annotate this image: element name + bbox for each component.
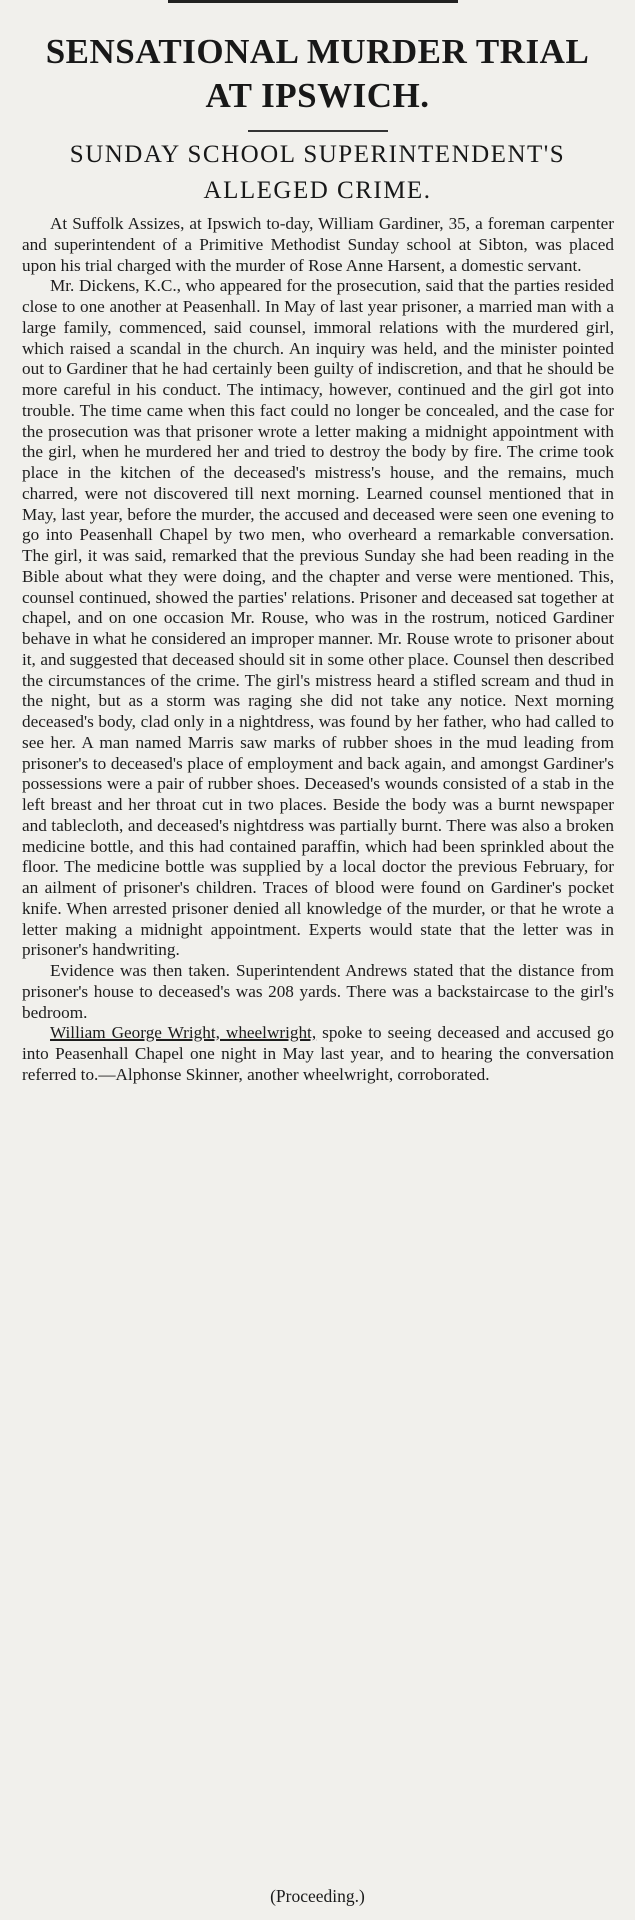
subheadline-line-1: SUNDAY SCHOOL SUPERINTENDENT'S xyxy=(69,141,566,168)
article-body xyxy=(22,214,614,1086)
witness-name: William George Wright, wheelwright, xyxy=(50,1023,317,1043)
headline-line-2: AT IPSWICH. xyxy=(205,76,430,115)
article-paragraph-2: Mr. Dickens, K.C., who appeared for the prosecution, said that the parties resided close to one another at Peasenhall. In May of last year prisoner, a married man with a large family, commenced, said counsel, immoral relations with the murdered girl, which raised a scandal in the church. An inquiry was held, and the minister pointed out to Gardiner that he had certainly been guilty of indiscretion, and that he should be more careful in his conduct. The intimacy, however, continued and the girl got into trouble. The time came when this fact could no longer be concealed, and the case for the prosecution was that prisoner wrote a letter making a midnight appointment with the girl, when he murdered her and tried to destroy the body by fire. The crime took place in the kitchen of the deceased's mistress's house, and the remains, much charred, were not discovered till next morning. Learned counsel mentioned that in May, last year, before the murder, the accused and deceased were seen one evening to go into Peasenhall Chapel by two men, who overheard a remarkable conversation. The girl, it was said, remarked that the previous Sunday she had been reading in the Bible about what they were doing, and the chapter and verse were mentioned. This, counsel continued, showed the parties' relations. Prisoner and deceased sat together at chapel, and on one occasion Mr. Rouse, who was in the rostrum, noticed Gardiner behave in what he considered an improper manner. Mr. Rouse wrote to prisoner about it, and suggested that deceased should sit in some other place. Counsel then described the circumstances of the crime. The girl's mistress heard a stifled scream and thud in the night, but as a storm was raging she did not take any notice. Next morning deceased's body, clad only in a nightdress, was found by her father, who had called to see her. A man named Marris saw marks of rubber shoes in the mud leading from prisoner's to deceased's place of employment and back again, and amongst Gardiner's possessions were a pair of rubber shoes. Deceased's wounds consisted of a stab in the left breast and her throat cut in two places. Beside the body was a burnt newspaper and tablecloth, and deceased's nightdress was partially burnt. There was also a broken medicine bottle, and this had contained paraffin, which had been sprinkled about the floor. The medicine bottle was supplied by a local doctor the previous February, for an ailment of prisoner's children. Traces of blood were found on Gardiner's pocket knife. When arrested prisoner denied all knowledge of the murder, or that he wrote a letter making a midnight appointment. Experts would state that the letter was in prisoner's handwriting. xyxy=(22,276,614,960)
headline-line-1: SENSATIONAL MURDER TRIAL xyxy=(45,32,590,71)
article-paragraph-4 xyxy=(22,1023,614,1085)
headline-divider xyxy=(248,130,388,132)
article-paragraph-3: Evidence was then taken. Superintendent Andrews stated that the distance from prisoner's house to deceased's was 208 yards. There was a backstaircase to the girl's bedroom. xyxy=(22,961,614,1022)
top-rule xyxy=(168,0,458,3)
subheadline-line-2: ALLEGED CRIME. xyxy=(203,177,432,204)
article-paragraph-1: At Suffolk Assizes, at Ipswich to-day, William Gardiner, 35, a foreman carpenter and superintendent of a Primitive Methodist Sunday school at Sibton, was placed upon his trial charged with the murder of Rose Anne Harsent, a domestic servant. xyxy=(22,214,614,275)
proceeding-note: (Proceeding.) xyxy=(270,1886,365,1906)
witness-testimony: spoke to seeing deceased and accused go into Peasenhall Chapel one night in May last year, and to hearing the conversation referred to.—Alphonse Skinner, another wheelwright, corroborated. xyxy=(22,1023,615,1084)
